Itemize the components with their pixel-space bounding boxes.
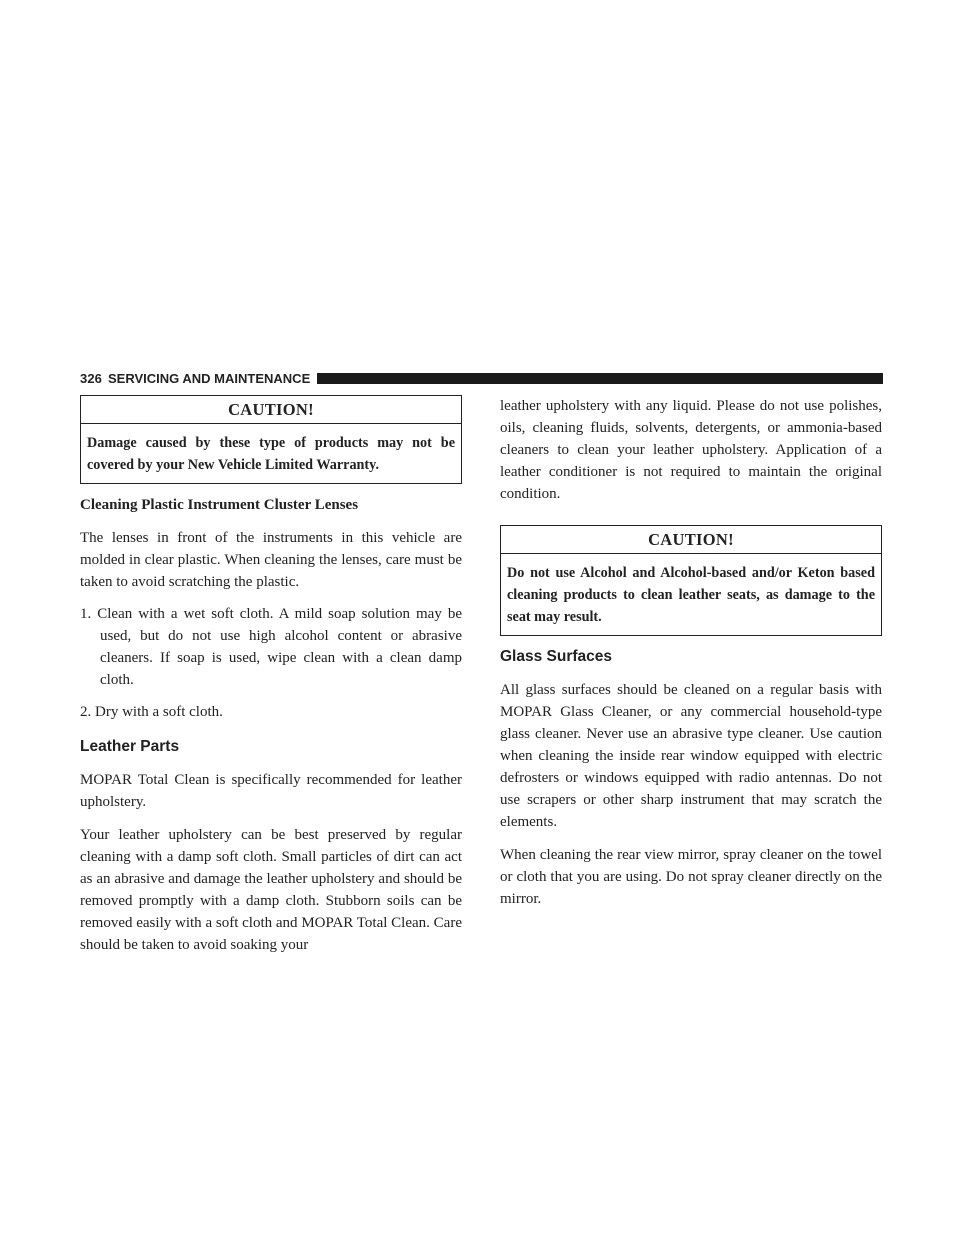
caution-title: CAUTION!	[501, 526, 881, 554]
glass-paragraph-1: All glass surfaces should be cleaned on a regular basis with MOPAR Glass Cleaner, or any commercial household-type glass cleaner. Never use an abrasive type cleaner. Use caution when cleaning the inside rear window equipped with electric defrosters or windows equipped with radio antennas. Do not use scrapers or other sharp instrument that may scratch the elements.	[500, 682, 882, 830]
leather-paragraph-continued: leather upholstery with any liquid. Please do not use polishes, oils, cleaning fluids, solvents, detergents, or ammonia-based cleaners to clean your leather upholstery. Application of a leather conditioner is not required to maintain the original condition.	[500, 398, 882, 502]
caution-text: Do not use Alcohol and Alcohol-based and/or Keton based cleaning products to clean leather seats, as damage to the seat may result.	[507, 565, 875, 625]
header-rule	[317, 373, 883, 384]
left-column	[80, 395, 462, 956]
caution-text: Damage caused by these type of products may not be covered by your New Vehicle Limited Warranty.	[87, 435, 455, 473]
cleaning-steps-list	[80, 603, 462, 723]
caution-box	[500, 525, 882, 636]
glass-paragraph-2: When cleaning the rear view mirror, spray cleaner on the towel or cloth that you are using. Do not spray cleaner directly on the mirror.	[500, 847, 882, 907]
glass-surfaces-heading: Glass Surfaces	[500, 648, 613, 665]
page-number: 326	[80, 370, 102, 386]
plastic-lenses-heading: Cleaning Plastic Instrument Cluster Lenses	[80, 497, 359, 513]
list-item: 1. Clean with a wet soft cloth. A mild soap solution may be used, but do not use high alcohol content or abrasive cleaners. If soap is used, wipe clean with a clean damp cloth.	[80, 606, 462, 688]
section-title: SERVICING AND MAINTENANCE	[108, 370, 311, 386]
list-item: 2. Dry with a soft cloth.	[80, 704, 223, 720]
right-column	[500, 395, 882, 910]
page-header	[80, 369, 883, 387]
caution-box	[80, 395, 462, 484]
plastic-lenses-paragraph: The lenses in front of the instruments in this vehicle are molded in clear plastic. When cleaning the lenses, care must be taken to avoid scratching the plastic.	[80, 530, 462, 590]
caution-title: CAUTION!	[81, 396, 461, 424]
leather-parts-heading: Leather Parts	[80, 738, 180, 755]
leather-paragraph-1: MOPAR Total Clean is specifically recommended for leather upholstery.	[80, 772, 462, 810]
leather-paragraph-2: Your leather upholstery can be best preserved by regular cleaning with a damp soft cloth. Small particles of dirt can act as an abrasive and damage the leather upholstery and should be removed promptly with a damp cloth. Stubborn soils can be removed easily with a soft cloth and MOPAR Total Clean. Care should be taken to avoid soaking your	[80, 827, 462, 953]
